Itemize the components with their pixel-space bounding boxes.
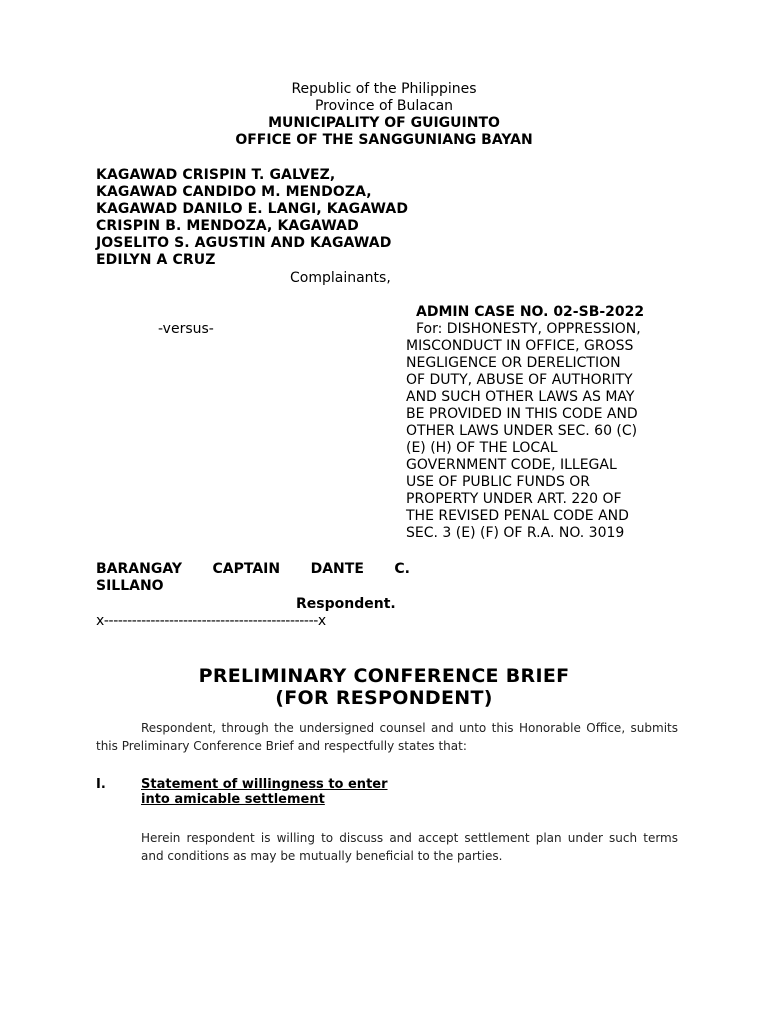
charge-line: OTHER LAWS UNDER SEC. 60 (C) [406,423,638,439]
charge-line: MISCONDUCT IN OFFICE, GROSS [406,338,634,354]
section-title-line1: Statement of willingness to enter [141,777,388,792]
case-number: ADMIN CASE NO. 02-SB-2022 [416,304,645,320]
intro-paragraph-line2: this Preliminary Conference Brief and respectfully states that: [96,739,467,753]
charge-line: THE REVISED PENAL CODE AND [406,508,629,524]
charge-line: SEC. 3 (E) (F) OF R.A. NO. 3019 [406,525,625,541]
complainant-line: EDILYN A CRUZ [96,252,216,268]
header-republic: Republic of the Philippines [291,81,477,97]
charge-line: NEGLIGENCE OR DERELICTION [406,355,621,371]
complainant-line: KAGAWAD CANDIDO M. MENDOZA, [96,184,372,200]
respondent-name-line1 [96,561,410,578]
respondent-word: C. [394,561,410,577]
complainant-line: KAGAWAD DANILO E. LANGI, KAGAWAD [96,201,409,217]
header-office: OFFICE OF THE SANGGUNIANG BAYAN [235,132,533,148]
charge-line: For: DISHONESTY, OPPRESSION, [416,321,641,337]
respondent-label: Respondent. [296,596,396,612]
versus-label: -versus- [158,321,214,337]
charge-line: AND SUCH OTHER LAWS AS MAY [406,389,635,405]
charge-line: OF DUTY, ABUSE OF AUTHORITY [406,372,633,388]
document-subtitle: (FOR RESPONDENT) [275,687,493,709]
respondent-word: BARANGAY [96,561,182,577]
section-title-line2: into amicable settlement [141,792,325,807]
respondent-name-line2: SILLANO [96,578,164,594]
header-province: Province of Bulacan [314,98,454,114]
section-paragraph-line2: and conditions as may be mutually beneficial to the parties. [141,849,503,863]
section-paragraph-line1: Herein respondent is willing to discuss and accept settlement plan under such terms [141,831,678,845]
complainant-line: JOSELITO S. AGUSTIN AND KAGAWAD [96,235,392,251]
intro-paragraph-line1: Respondent, through the undersigned counsel and unto this Honorable Office, submits [141,721,678,735]
charge-line: (E) (H) OF THE LOCAL [406,440,558,456]
charge-line: GOVERNMENT CODE, ILLEGAL [406,457,617,473]
charge-line: USE OF PUBLIC FUNDS OR [406,474,591,490]
respondent-word: CAPTAIN [212,561,281,577]
complainants-label: Complainants, [290,270,391,286]
complainant-line: CRISPIN B. MENDOZA, KAGAWAD [96,218,359,234]
respondent-word: DANTE [310,561,364,577]
charge-line: PROPERTY UNDER ART. 220 OF [406,491,622,507]
charge-line: BE PROVIDED IN THIS CODE AND [406,406,638,422]
caption-separator: x----------------------------------------------x [96,613,326,629]
complainant-line: KAGAWAD CRISPIN T. GALVEZ, [96,167,336,183]
header-municipality: MUNICIPALITY OF GUIGUINTO [268,115,500,131]
document-title: PRELIMINARY CONFERENCE BRIEF [198,665,570,687]
section-number: I. [96,777,106,792]
